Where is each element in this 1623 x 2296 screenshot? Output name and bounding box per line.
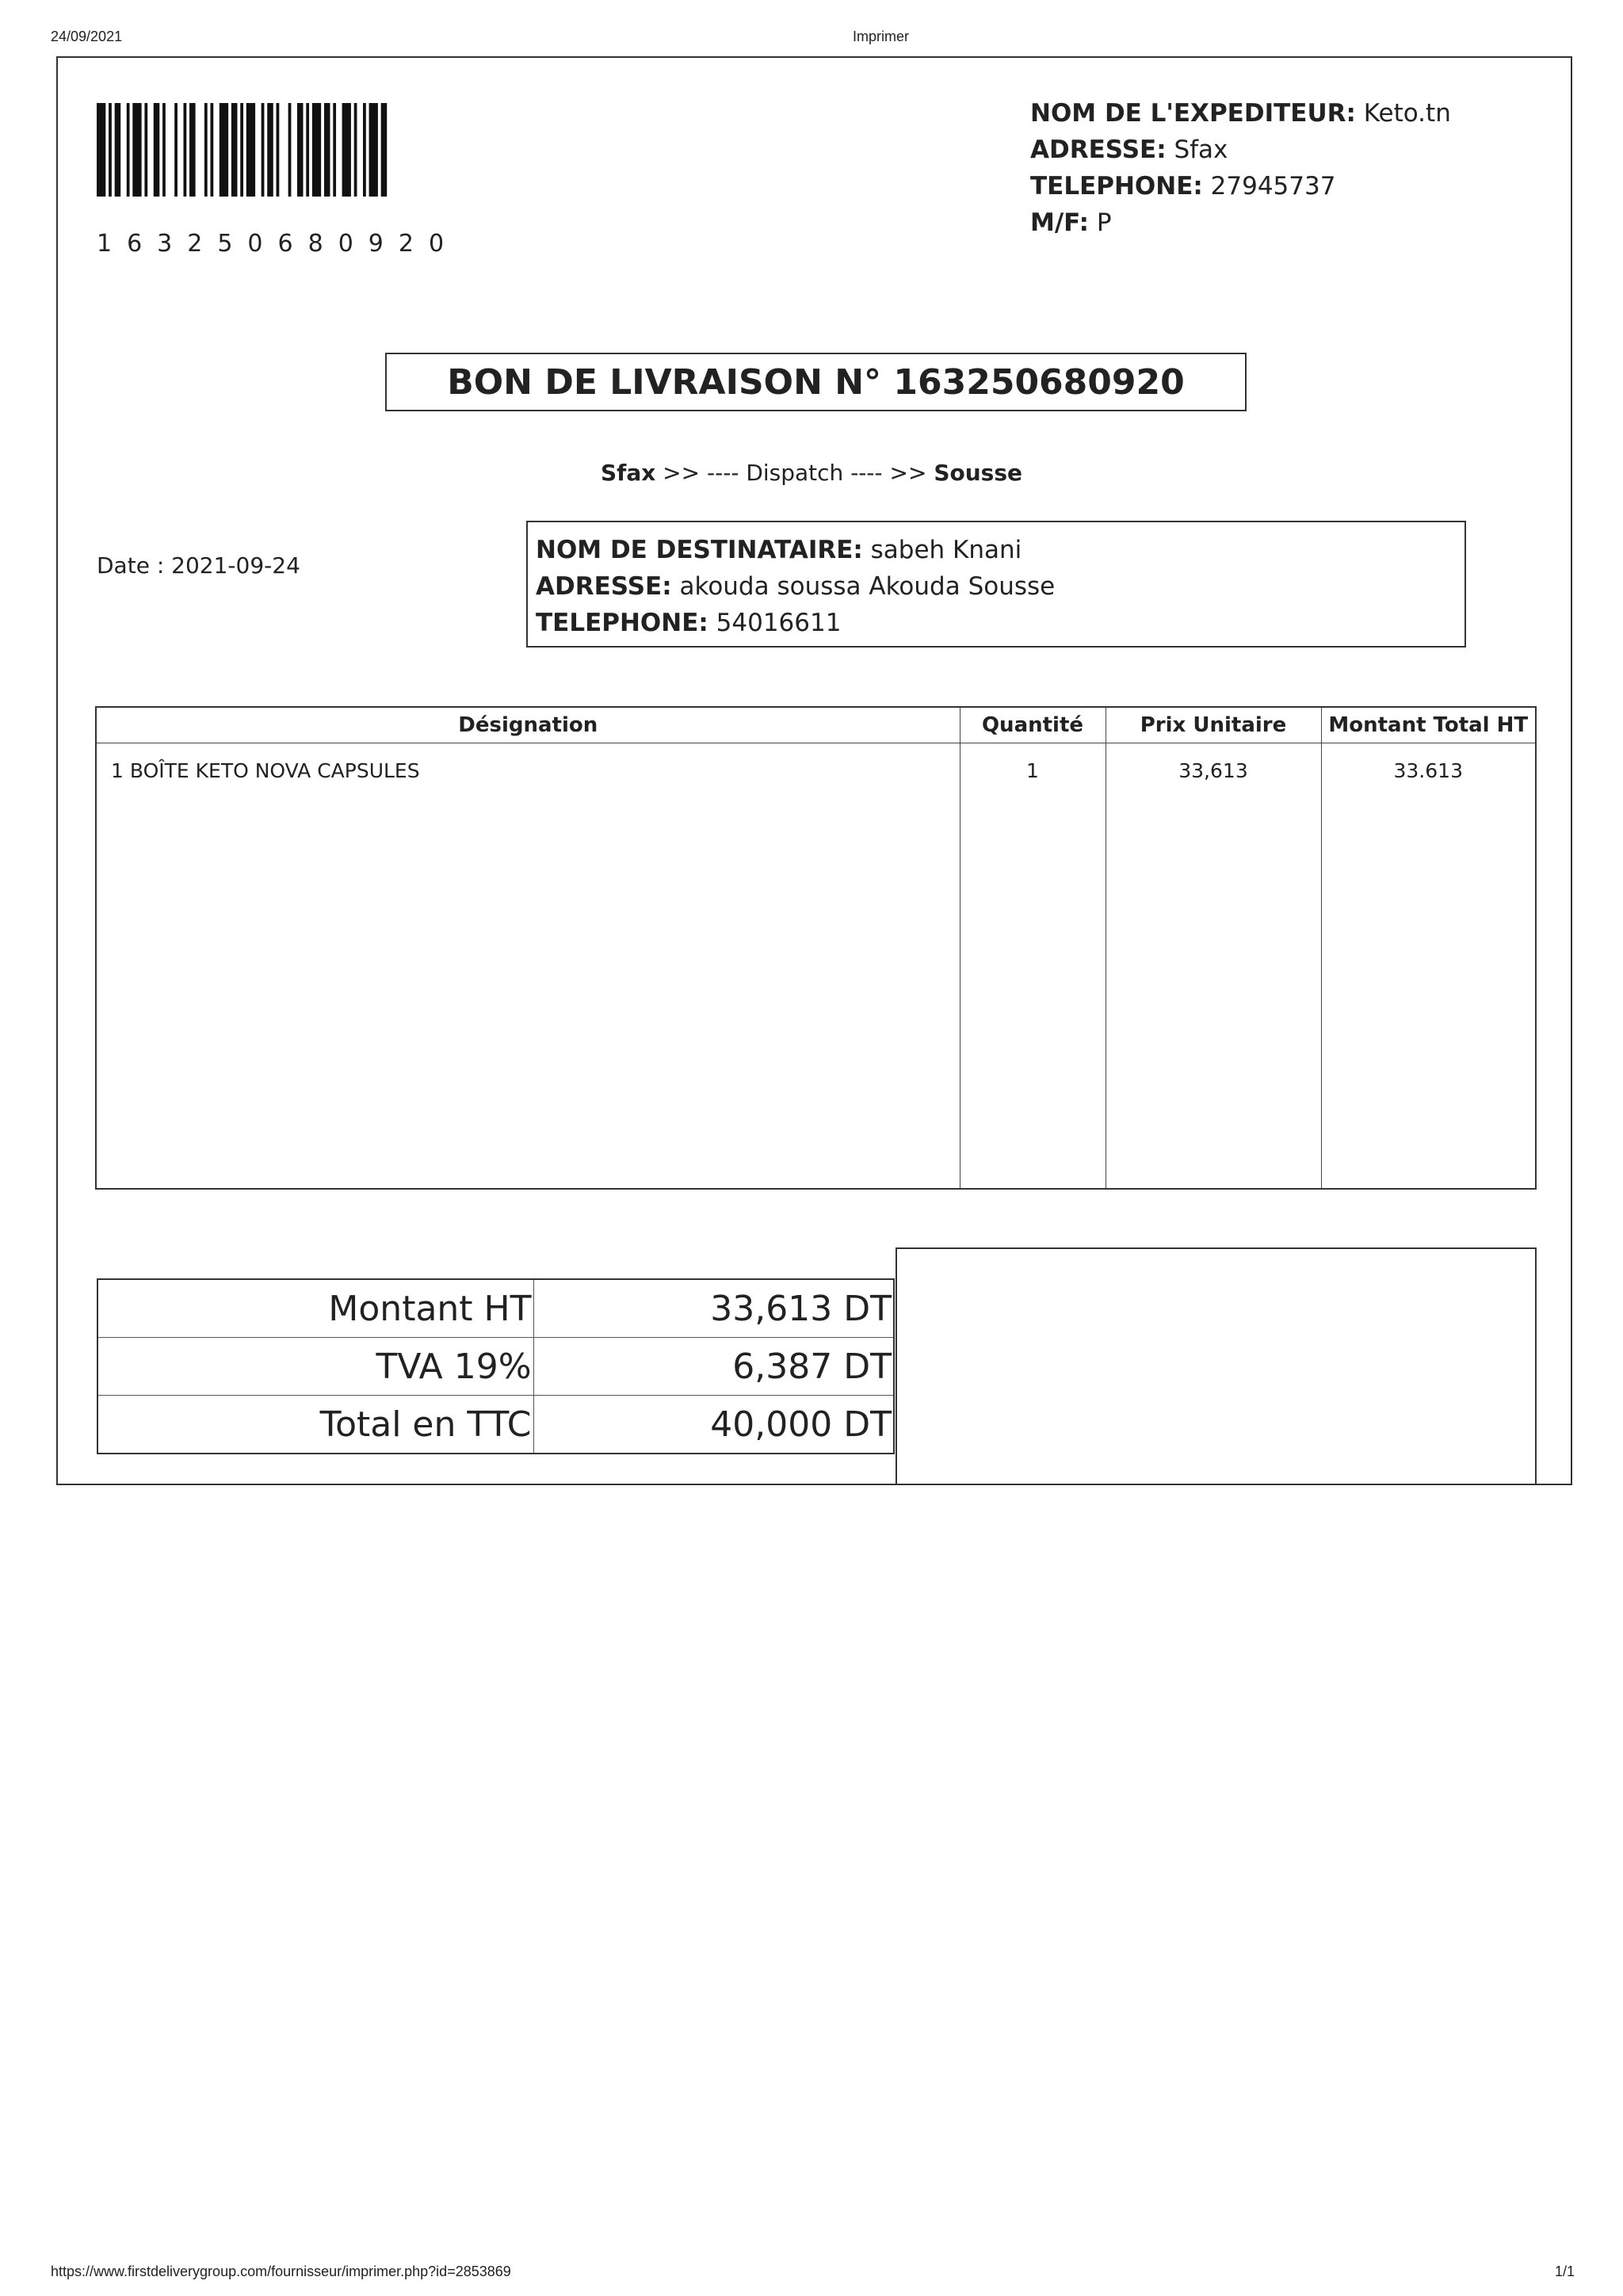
barcode-bar — [97, 103, 105, 197]
barcode-image — [97, 103, 390, 197]
route-line — [0, 460, 1623, 486]
totals-value: 6,387 DT — [533, 1338, 894, 1396]
recipient-address: akouda soussa Akouda Sousse — [679, 572, 1056, 601]
sender-name-label: NOM DE L'EXPEDITEUR: — [1030, 99, 1356, 128]
signature-box — [896, 1247, 1537, 1485]
route-dispatch: >> ---- Dispatch ---- >> — [655, 460, 934, 486]
barcode-bar — [183, 103, 186, 197]
barcode-bar — [109, 103, 112, 197]
barcode-bar — [262, 103, 265, 197]
print-url: https://www.firstdeliverygroup.com/fournisseur/imprimer.php?id=2853869 — [51, 2264, 511, 2279]
recipient-name-label: NOM DE DESTINATAIRE: — [536, 536, 863, 564]
column-header-quantite: Quantité — [960, 707, 1106, 743]
route-origin: Sfax — [600, 460, 656, 486]
recipient-name-line — [536, 532, 1457, 568]
sender-phone-label: TELEPHONE: — [1030, 172, 1203, 201]
sender-name-line — [1030, 95, 1451, 132]
cell-designation: 1 BOÎTE KETO NOVA CAPSULES — [96, 743, 960, 1190]
cell-quantite: 1 — [960, 743, 1106, 1190]
print-title: Imprimer — [853, 29, 909, 44]
cell-prix-unitaire: 33,613 — [1106, 743, 1321, 1190]
barcode-bar — [220, 103, 228, 197]
column-header-montant-total-ht: Montant Total HT — [1321, 707, 1536, 743]
totals-label: Montant HT — [97, 1279, 533, 1338]
barcode-bar — [369, 103, 378, 197]
cell-montant-total-ht: 33.613 — [1321, 743, 1536, 1190]
sender-address-line — [1030, 132, 1228, 168]
totals-label: Total en TTC — [97, 1396, 533, 1454]
table-row — [96, 743, 1536, 1190]
sender-mf: P — [1096, 208, 1112, 237]
totals-row — [97, 1396, 894, 1454]
items-table — [95, 706, 1537, 1190]
recipient-name: sabeh Knani — [870, 536, 1022, 564]
sender-mf-label: M/F: — [1030, 208, 1090, 237]
document-date: Date : 2021-09-24 — [97, 552, 300, 579]
sender-address-label: ADRESSE: — [1030, 136, 1167, 164]
recipient-phone-label: TELEPHONE: — [536, 609, 708, 637]
barcode-bar — [354, 103, 357, 197]
sender-phone-line — [1030, 168, 1335, 204]
column-header-designation: Désignation — [96, 707, 960, 743]
totals-row — [97, 1338, 894, 1396]
barcode-bar — [154, 103, 160, 197]
barcode-bar — [297, 103, 304, 197]
barcode-bar — [189, 103, 196, 197]
sender-mf-line — [1030, 204, 1112, 241]
barcode-bar — [312, 103, 321, 197]
barcode-bar — [246, 103, 255, 197]
items-header-row — [96, 707, 1536, 743]
barcode-bar — [210, 103, 213, 197]
barcode-bar — [277, 103, 280, 197]
route-destination: Sousse — [934, 460, 1023, 486]
page-title: BON DE LIVRAISON N° 163250680920 — [385, 353, 1247, 411]
sender-name: Keto.tn — [1363, 99, 1451, 128]
barcode-bar — [342, 103, 351, 197]
recipient-phone-line — [536, 605, 1457, 641]
totals-label: TVA 19% — [97, 1338, 533, 1396]
barcode-bar — [115, 103, 121, 197]
barcode-bar — [333, 103, 336, 197]
barcode-bar — [306, 103, 309, 197]
recipient-box — [526, 521, 1466, 648]
recipient-address-label: ADRESSE: — [536, 572, 672, 601]
barcode-bar — [132, 103, 141, 197]
barcode-bar — [144, 103, 147, 197]
totals-value: 33,613 DT — [533, 1279, 894, 1338]
barcode-bar — [162, 103, 166, 197]
barcode-bar — [324, 103, 330, 197]
barcode-number: 163250680920 — [97, 230, 460, 258]
recipient-phone: 54016611 — [716, 609, 842, 637]
page-number: 1/1 — [1555, 2264, 1575, 2279]
barcode-bar — [363, 103, 366, 197]
barcode-bar — [240, 103, 243, 197]
barcode-bar — [174, 103, 178, 197]
barcode-bar — [231, 103, 238, 197]
barcode-bar — [127, 103, 130, 197]
recipient-address-line — [536, 568, 1457, 605]
sender-phone: 27945737 — [1210, 172, 1336, 201]
sender-address: Sfax — [1174, 136, 1228, 164]
column-header-prix-unitaire: Prix Unitaire — [1106, 707, 1321, 743]
totals-table — [97, 1278, 895, 1454]
barcode-bar — [381, 103, 388, 197]
barcode-bar — [267, 103, 273, 197]
totals-row — [97, 1279, 894, 1338]
print-date: 24/09/2021 — [51, 29, 123, 44]
totals-value: 40,000 DT — [533, 1396, 894, 1454]
barcode-bar — [288, 103, 292, 197]
barcode-bar — [204, 103, 208, 197]
